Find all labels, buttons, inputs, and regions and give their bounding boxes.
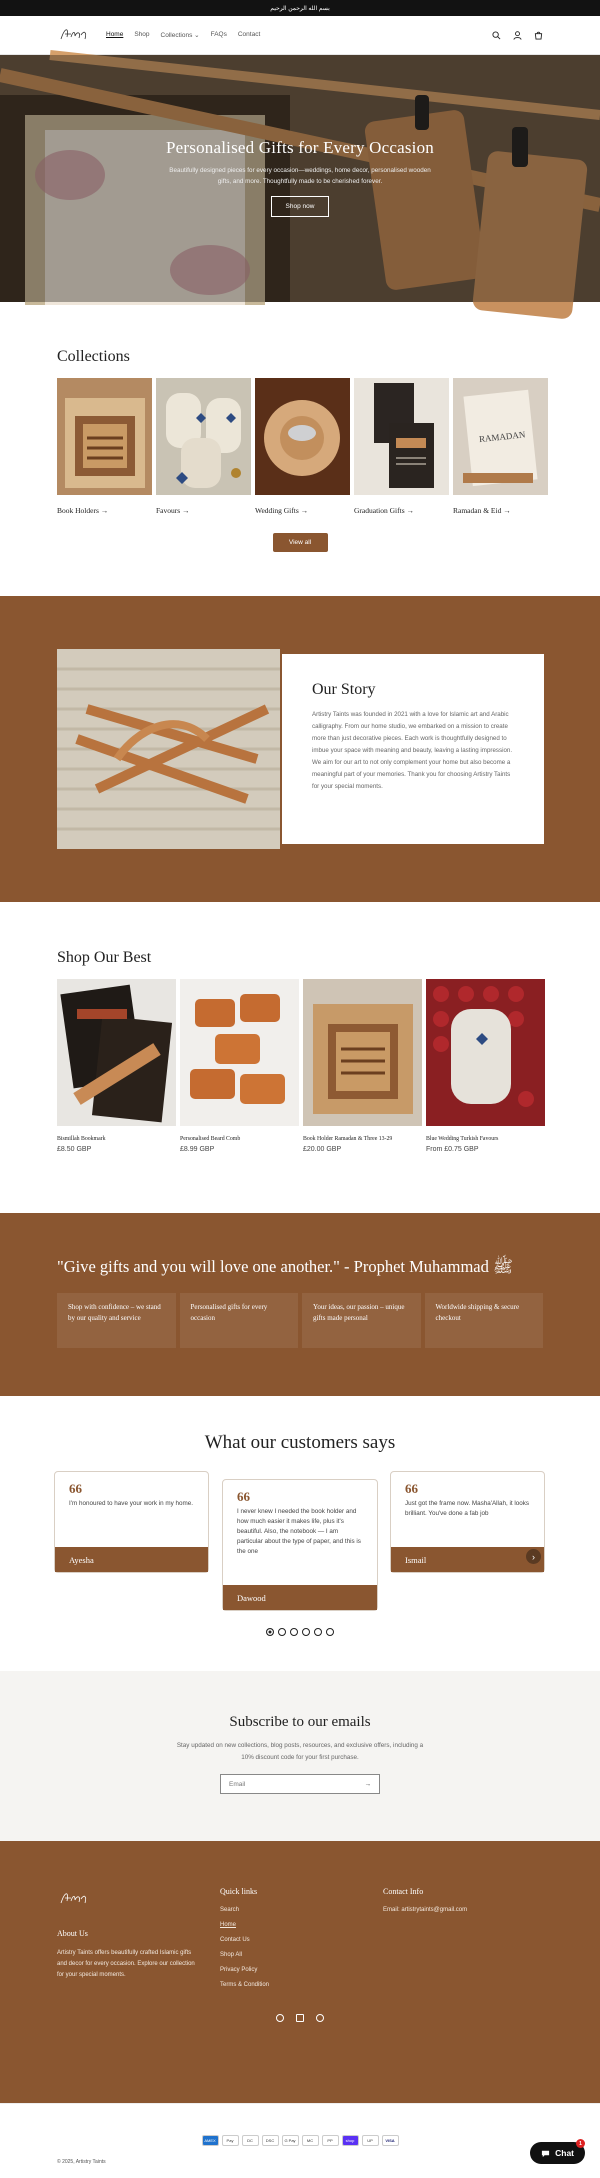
quote-icon: 66 bbox=[69, 1481, 82, 1496]
collection-image bbox=[453, 378, 548, 495]
logo[interactable] bbox=[57, 23, 91, 47]
product-card[interactable] bbox=[303, 979, 422, 1153]
testimonials-title: What our customers says bbox=[204, 1432, 396, 1453]
hero-subtitle: Beautifully designed pieces for every occasion—weddings, home decor, personalised wooden gifts, and more. Thoughtfully made to be cherished forever. bbox=[169, 167, 431, 185]
product-price: £8.99 GBP bbox=[180, 1146, 215, 1153]
footer-links bbox=[220, 1887, 269, 1993]
payment-icons bbox=[0, 2135, 600, 2146]
footer-contact bbox=[383, 1887, 467, 1918]
product-name: Bismillah Bookmark bbox=[57, 1136, 106, 1142]
product-price: £20.00 GBP bbox=[303, 1146, 342, 1153]
account-icon[interactable] bbox=[513, 31, 522, 40]
product-card[interactable] bbox=[426, 979, 545, 1153]
collection-image bbox=[354, 378, 449, 495]
nav-faqs[interactable]: FAQs bbox=[210, 31, 227, 38]
product-image bbox=[303, 979, 422, 1126]
testimonial-name: Dawood bbox=[223, 1585, 377, 1610]
product-card[interactable] bbox=[57, 979, 176, 1153]
discover-icon: DSC bbox=[262, 2135, 279, 2146]
chat-badge: 1 bbox=[576, 2139, 585, 2148]
collection-image bbox=[255, 378, 350, 495]
shop-our-best-section bbox=[0, 902, 600, 1213]
collection-label: Graduation Gifts → bbox=[354, 506, 414, 515]
visa-icon: VISA bbox=[382, 2135, 399, 2146]
tiktok-icon[interactable] bbox=[296, 2014, 304, 2022]
instagram-icon[interactable] bbox=[276, 2014, 284, 2022]
social-icons bbox=[0, 2014, 600, 2022]
google-pay-icon: G Pay bbox=[282, 2135, 299, 2146]
nav-collections-label: Collections bbox=[160, 32, 193, 39]
feature-cell: Your ideas, our passion – unique gifts made personal bbox=[302, 1293, 421, 1348]
testimonial-text: Just got the frame now. Masha'Allah, it looks brilliant. You've done a fab job bbox=[405, 1500, 530, 1517]
carousel-dot[interactable] bbox=[326, 1628, 334, 1636]
our-story-section bbox=[0, 596, 600, 902]
product-image bbox=[57, 979, 176, 1126]
footer-link-privacy[interactable]: Privacy Policy bbox=[220, 1967, 258, 1973]
amex-icon: AMEX bbox=[202, 2135, 219, 2146]
carousel-dot[interactable] bbox=[302, 1628, 310, 1636]
footer-bottom bbox=[0, 2103, 600, 2178]
about-text: Artistry Taints offers beautifully crafted Islamic gifts and decor for every occasion. Explore our collection for your special moments. bbox=[57, 1950, 195, 1978]
footer-link-contact[interactable]: Contact Us bbox=[220, 1937, 250, 1943]
product-name: Personalised Beard Comb bbox=[180, 1136, 241, 1142]
union-pay-icon: UP bbox=[362, 2135, 379, 2146]
carousel-dot[interactable] bbox=[290, 1628, 298, 1636]
collections-title: Collections bbox=[57, 348, 130, 365]
collection-label: Favours → bbox=[156, 506, 190, 515]
feature-cell: Shop with confidence – we stand by our quality and service bbox=[57, 1293, 176, 1348]
product-price: From £0.75 GBP bbox=[426, 1146, 479, 1153]
ramadan-text: RAMADAN bbox=[478, 429, 526, 445]
collection-label: Book Holders → bbox=[57, 506, 109, 515]
story-title: Our Story bbox=[312, 681, 376, 698]
best-title: Shop Our Best bbox=[57, 949, 152, 966]
collection-card-wedding-gifts[interactable] bbox=[255, 378, 350, 515]
nav-collections[interactable] bbox=[161, 31, 200, 39]
product-card[interactable] bbox=[180, 979, 299, 1153]
product-price: £8.50 GBP bbox=[57, 1146, 92, 1153]
shop-pay-icon: shop bbox=[342, 2135, 359, 2146]
links-title: Quick links bbox=[220, 1887, 258, 1896]
story-image bbox=[57, 649, 280, 849]
search-icon[interactable] bbox=[492, 31, 501, 40]
testimonial-text: I'm honoured to have your work in my home. bbox=[69, 1500, 194, 1507]
carousel-dot[interactable] bbox=[314, 1628, 322, 1636]
site-footer bbox=[0, 1841, 600, 2103]
cart-icon[interactable] bbox=[534, 31, 543, 40]
carousel-dot[interactable] bbox=[278, 1628, 286, 1636]
contact-email[interactable]: Email: artistrytaints@gmail.com bbox=[383, 1907, 468, 1913]
shop-now-button[interactable]: Shop now bbox=[271, 196, 330, 217]
about-title: About Us bbox=[57, 1929, 88, 1938]
announcement-text: بسم الله الرحمن الرحيم bbox=[270, 5, 330, 12]
carousel-dots bbox=[0, 1628, 600, 1636]
subscribe-section bbox=[0, 1671, 600, 1841]
footer-link-shop-all[interactable]: Shop All bbox=[220, 1952, 243, 1958]
diners-icon: DC bbox=[242, 2135, 259, 2146]
copyright: © 2025, Artistry Taints bbox=[57, 2159, 106, 2165]
subscribe-text: Stay updated on new collections, blog posts, resources, and exclusive offers, including a 10% discount code for your first purchase. bbox=[176, 1742, 424, 1761]
testimonial-card bbox=[54, 1471, 209, 1573]
hadith-section bbox=[0, 1213, 600, 1396]
product-image bbox=[426, 979, 545, 1126]
feature-cell: Personalised gifts for every occasion bbox=[180, 1293, 299, 1348]
site-header bbox=[0, 16, 600, 55]
product-image bbox=[180, 979, 299, 1126]
view-all-button[interactable]: View all bbox=[273, 533, 328, 552]
footer-logo bbox=[57, 1887, 91, 1911]
testimonials-section bbox=[0, 1396, 600, 1671]
testimonial-card bbox=[390, 1471, 545, 1573]
contact-title: Contact Info bbox=[383, 1887, 424, 1896]
nav-home[interactable]: Home bbox=[106, 31, 124, 38]
collection-image bbox=[156, 378, 251, 495]
email-placeholder: Email bbox=[229, 1780, 246, 1788]
nav-shop[interactable]: Shop bbox=[134, 31, 150, 38]
mastercard-icon: MC bbox=[302, 2135, 319, 2146]
collection-card-book-holders[interactable] bbox=[57, 378, 152, 515]
product-name: Blue Wedding Turkish Favours bbox=[426, 1136, 499, 1142]
main-nav bbox=[106, 31, 260, 39]
email-field[interactable] bbox=[220, 1774, 380, 1794]
quote-icon: 66 bbox=[405, 1481, 418, 1496]
footer-link-terms[interactable]: Terms & Condition bbox=[220, 1982, 270, 1988]
next-arrow-button[interactable]: › bbox=[526, 1549, 541, 1564]
collection-label: Wedding Gifts → bbox=[255, 506, 309, 515]
chat-icon bbox=[541, 2149, 550, 2158]
testimonial-name: Ayesha bbox=[55, 1547, 208, 1572]
paypal-icon: PP bbox=[322, 2135, 339, 2146]
chat-button[interactable] bbox=[530, 2142, 585, 2164]
collections-section bbox=[0, 302, 600, 552]
collection-card-graduation-gifts[interactable] bbox=[354, 378, 449, 515]
hero-title: Personalised Gifts for Every Occasion bbox=[166, 138, 434, 157]
product-name: Book Holder Ramadan & Three 13-29 bbox=[303, 1136, 393, 1142]
collection-card-favours[interactable] bbox=[156, 378, 251, 515]
carousel-dot[interactable] bbox=[266, 1628, 274, 1636]
testimonial-card bbox=[222, 1479, 378, 1611]
testimonial-name: Ismail bbox=[391, 1547, 544, 1572]
subscribe-title: Subscribe to our emails bbox=[229, 1714, 371, 1730]
collection-image bbox=[57, 378, 152, 495]
testimonial-text: I never knew I needed the book holder and how much easier it makes life, plus it's beautiful. Also, the notebook — I am particular about the type of paper, and this is the one bbox=[237, 1508, 361, 1555]
feature-cell: Worldwide shipping & secure checkout bbox=[425, 1293, 544, 1348]
collection-card-ramadan-eid[interactable] bbox=[453, 378, 548, 515]
pinterest-icon[interactable] bbox=[316, 2014, 324, 2022]
announcement-bar bbox=[0, 0, 600, 16]
arrow-right-icon[interactable]: → bbox=[364, 1780, 371, 1788]
chat-label: Chat bbox=[555, 2148, 574, 2158]
footer-link-home[interactable]: Home bbox=[220, 1922, 237, 1928]
hadith-title: "Give gifts and you will love one another." - Prophet Muhammad ﷺ bbox=[57, 1257, 513, 1276]
quote-icon: 66 bbox=[237, 1489, 250, 1504]
collection-label: Ramadan & Eid → bbox=[453, 506, 511, 515]
footer-link-search[interactable]: Search bbox=[220, 1907, 240, 1913]
footer-about bbox=[57, 1887, 197, 1981]
nav-contact[interactable]: Contact bbox=[237, 31, 261, 38]
chevron-down-icon: ⌄ bbox=[194, 32, 200, 39]
story-text: Artistry Taints was founded in 2021 with a love for Islamic art and Arabic calligraphy. From our home studio, we embarked on a mission to create more than just decorative pieces. Each work is thoughtfully designed to imbue your space with meaning and beauty, leaving a lasting impression. We aim for our art to not only complement your home but also become a meaningful part of your memories. Thank you for choosing Artistry Taints for your special moments. bbox=[312, 711, 513, 790]
apple-pay-icon: Pay bbox=[222, 2135, 239, 2146]
header-icons bbox=[492, 31, 543, 40]
hero-banner bbox=[0, 55, 600, 302]
